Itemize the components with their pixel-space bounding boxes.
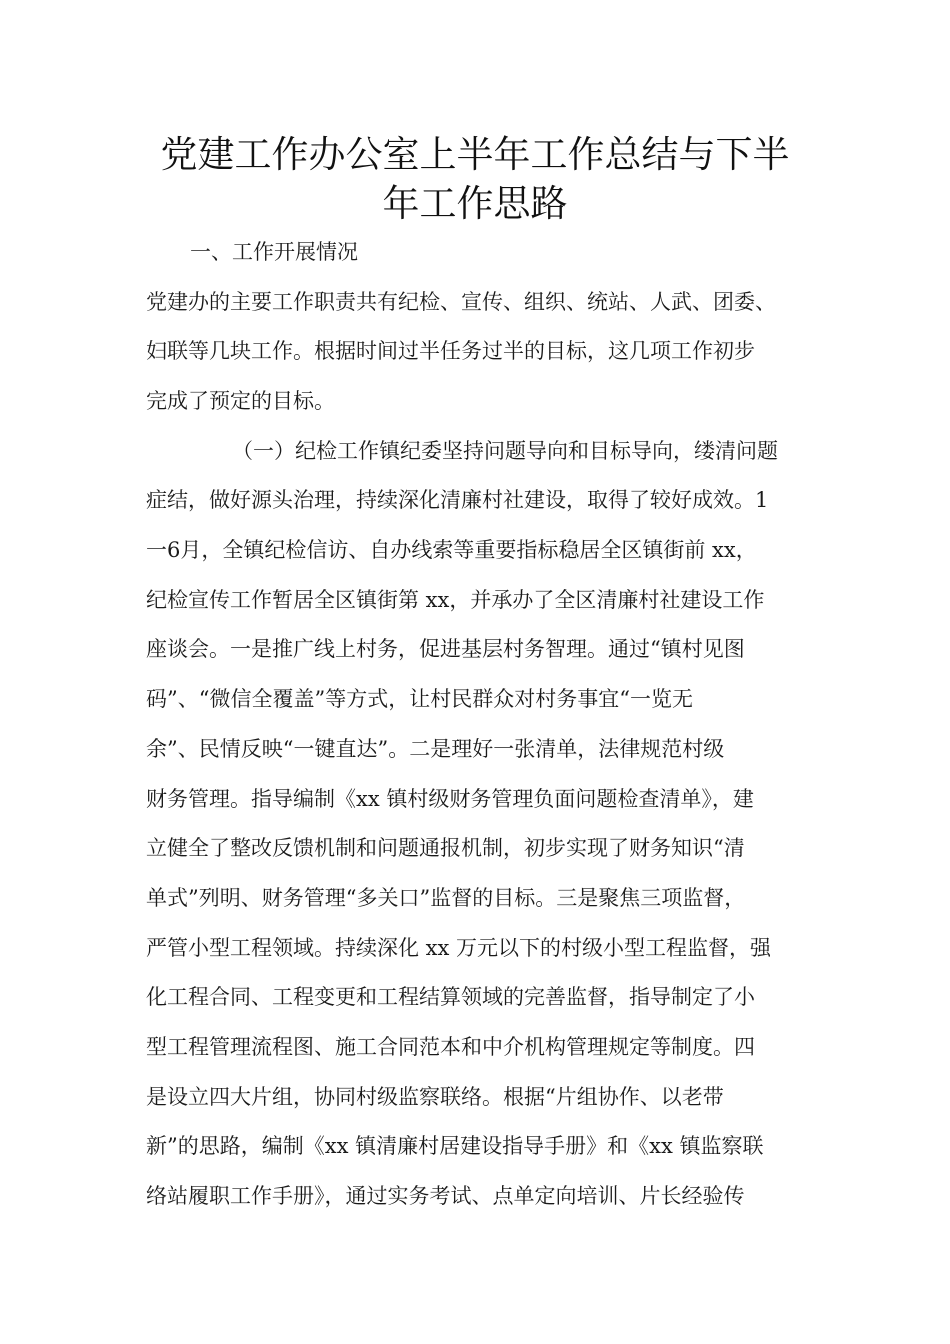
intro-line-3: 完成了预定的目标。 [146, 389, 335, 413]
subsection-line-3: 纪检宣传工作暂居全区镇街第 xx，并承办了全区清廉村社建设工作 [146, 588, 765, 612]
subsection-line-15: 络站履职工作手册》，通过实务考试、点单定向培训、片长经验传 [146, 1184, 745, 1208]
document-title-line-2: 年工作思路 [382, 182, 568, 225]
subsection-line-6: 余”、民情反映“一键直达”。二是理好一张清单，法律规范村级 [146, 737, 725, 761]
subsection-line-13: 是设立四大片组，协同村级监察联络。根据“片组协作、以老带 [146, 1085, 724, 1109]
subsection-line-1: 症结，做好源头治理，持续深化清廉村社建设，取得了较好成效。1 [146, 488, 769, 512]
subsection-line-12: 型工程管理流程图、施工合同范本和中介机构管理规定等制度。四 [146, 1035, 755, 1059]
subsection-line-4: 座谈会。一是推广线上村务，促进基层村务智理。通过“镇村见图 [146, 637, 745, 661]
subsection-line-8: 立健全了整改反馈机制和问题通报机制，初步实现了财务知识“清 [146, 836, 745, 860]
subsection-line-7: 财务管理。指导编制《xx 镇村级财务管理负面问题检查清单》，建 [146, 787, 754, 811]
intro-line-1: 党建办的主要工作职责共有纪检、宣传、组织、统站、人武、团委、 [146, 290, 776, 314]
subsection-line-11: 化工程合同、工程变更和工程结算领域的完善监督，指导制定了小 [146, 985, 755, 1009]
subsection-line-14: 新”的思路，编制《xx 镇清廉村居建设指导手册》和《xx 镇监察联 [146, 1134, 764, 1158]
document-title-line-1: 党建工作办公室上半年工作总结与下半 [160, 133, 790, 176]
intro-line-2: 妇联等几块工作。根据时间过半任务过半的目标，这几项工作初步 [146, 339, 755, 363]
subsection-line-2: 一6月，全镇纪检信访、自办线索等重要指标稳居全区镇街前 xx， [146, 538, 757, 562]
subsection-line-5: 码”、“微信全覆盖”等方式，让村民群众对村务事宜“一览无 [146, 687, 693, 711]
subsection-line-9: 单式”列明、财务管理“多关口”监督的目标。三是聚焦三项监督， [146, 886, 746, 910]
section-heading: 一、工作开展情况 [190, 240, 358, 264]
subsection-line-10: 严管小型工程领域。持续深化 xx 万元以下的村级小型工程监督，强 [146, 936, 772, 960]
subsection-first-line: （一）纪检工作镇纪委坚持问题导向和目标导向，缕清问题 [232, 439, 778, 463]
